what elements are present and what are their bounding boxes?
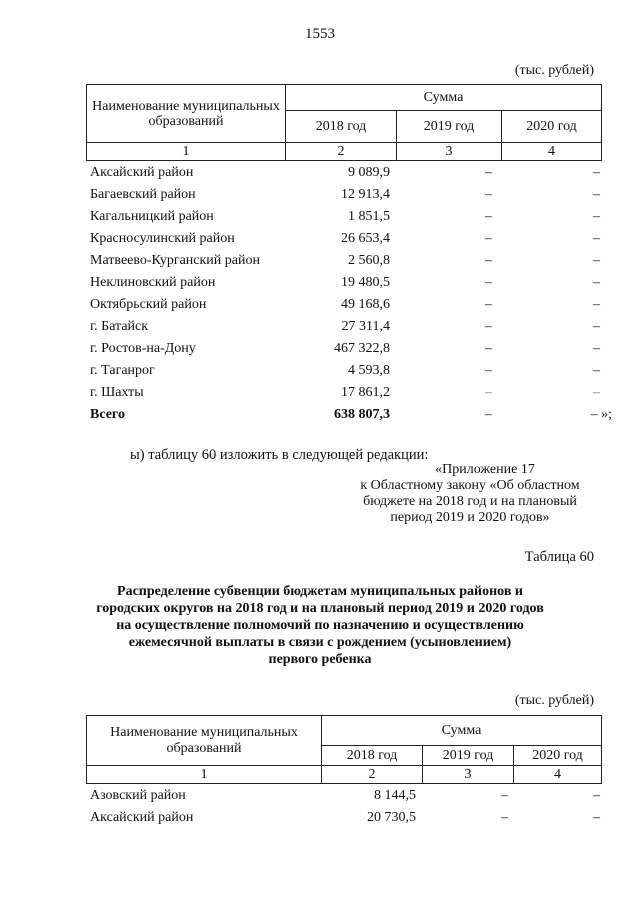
row-2020: – <box>593 165 600 180</box>
row-2019: – <box>485 341 492 356</box>
table2-colnum-2: 2 <box>322 766 423 784</box>
row-2018: 467 322,8 <box>334 341 390 356</box>
row-2019: – <box>485 209 492 224</box>
table-row <box>90 360 600 382</box>
row-2018: 2 560,8 <box>348 253 390 268</box>
row-2019: – <box>485 363 492 378</box>
row-name: Матвеево-Курганский район <box>90 253 260 268</box>
row-2020: – <box>593 231 600 246</box>
row-name: Кагальницкий район <box>90 209 214 224</box>
annex-line-4: период 2019 и 2020 годов» <box>390 510 550 525</box>
table1-header-2020: 2020 год <box>502 111 602 143</box>
table1-header-2018: 2018 год <box>286 111 397 143</box>
units-label: (тыс. рублей) <box>514 63 594 78</box>
row-name: г. Таганрог <box>90 363 155 378</box>
row-name: Аксайский район <box>90 810 194 825</box>
table2-colnum-4: 4 <box>514 766 602 784</box>
row-2019: – <box>485 319 492 334</box>
title-line-2: городских округов на 2018 год и на плановый период 2019 и 2020 годов <box>96 601 544 616</box>
table2-body <box>90 785 600 829</box>
row-2020: – <box>593 363 600 378</box>
row-2020: – <box>593 209 600 224</box>
total-name: Всего <box>90 407 125 422</box>
row-name: Красносулинский район <box>90 231 235 246</box>
amendment-text: ы) таблицу 60 изложить в следующей редакции: <box>130 447 429 463</box>
row-name: Багаевский район <box>90 187 196 202</box>
page-number: 1553 <box>305 26 335 42</box>
title-line-4: ежемесячной выплаты в связи с рождением (усыновлением) <box>128 635 512 650</box>
table-row <box>90 250 600 272</box>
table-row <box>90 382 600 404</box>
row-2019: – <box>485 231 492 246</box>
table2-header <box>86 715 602 784</box>
table-label: Таблица 60 <box>524 549 594 565</box>
row-name: Азовский район <box>90 788 186 803</box>
table-row <box>90 338 600 360</box>
row-2019: – <box>485 253 492 268</box>
total-2019: – <box>485 407 492 422</box>
row-2019: – <box>501 788 508 803</box>
table1-header-sum: Сумма <box>286 85 602 111</box>
annex-block <box>340 462 600 526</box>
annex-line-2: к Областному закону «Об областном <box>360 478 580 493</box>
row-2020: – <box>593 341 600 356</box>
row-2020: – <box>593 385 600 400</box>
row-2019: – <box>485 187 492 202</box>
table2-header-2018: 2018 год <box>322 746 423 766</box>
table1-colnum-4: 4 <box>502 143 602 161</box>
table2-header-name: Наименование муниципальных образований <box>87 716 322 766</box>
total-row <box>90 404 612 426</box>
row-2020: – <box>593 297 600 312</box>
total-2020: – »; <box>590 407 612 422</box>
title-line-5: первого ребенка <box>268 652 372 667</box>
total-2018: 638 807,3 <box>334 407 390 422</box>
row-2018: 12 913,4 <box>341 187 390 202</box>
row-2018: 17 861,2 <box>341 385 390 400</box>
table1-colnum-3: 3 <box>397 143 502 161</box>
title-line-1: Распределение субвенции бюджетам муниципальных районов и <box>117 584 523 599</box>
row-2020: – <box>593 319 600 334</box>
table-row <box>90 162 600 184</box>
row-2019: – <box>485 385 492 400</box>
row-2018: 26 653,4 <box>341 231 390 246</box>
row-2018: 27 311,4 <box>341 319 390 334</box>
table-row <box>90 228 600 250</box>
table1-header-2019: 2019 год <box>397 111 502 143</box>
table1-body <box>90 162 612 426</box>
table1-header-name: Наименование муниципальных образований <box>87 85 286 143</box>
row-2020: – <box>593 275 600 290</box>
row-name: Октябрьский район <box>90 297 207 312</box>
table-title <box>80 583 560 668</box>
table2-colnum-1: 1 <box>87 766 322 784</box>
row-2018: 4 593,8 <box>348 363 390 378</box>
table-row <box>90 206 600 228</box>
row-2019: – <box>485 165 492 180</box>
row-name: Неклиновский район <box>90 275 216 290</box>
row-name: г. Шахты <box>90 385 144 400</box>
row-2018: 20 730,5 <box>367 810 416 825</box>
row-2018: 19 480,5 <box>341 275 390 290</box>
row-2020: – <box>593 788 600 803</box>
table-row <box>90 272 600 294</box>
table-row <box>90 294 600 316</box>
table-row <box>90 785 600 807</box>
row-2019: – <box>485 297 492 312</box>
table1-header <box>86 84 602 161</box>
row-2018: 9 089,9 <box>348 165 390 180</box>
table-row <box>90 316 600 338</box>
table2-header-2020: 2020 год <box>514 746 602 766</box>
table1-colnum-1: 1 <box>87 143 286 161</box>
row-2018: 49 168,6 <box>341 297 390 312</box>
table2-header-2019: 2019 год <box>423 746 514 766</box>
table-row <box>90 184 600 206</box>
table2-colnum-3: 3 <box>423 766 514 784</box>
row-2019: – <box>485 275 492 290</box>
row-2020: – <box>593 187 600 202</box>
table2-header-sum: Сумма <box>322 716 602 746</box>
row-2018: 8 144,5 <box>374 788 416 803</box>
row-2020: – <box>593 810 600 825</box>
row-2018: 1 851,5 <box>348 209 390 224</box>
table-row <box>90 807 600 829</box>
units-label-2: (тыс. рублей) <box>514 693 594 708</box>
annex-line-3: бюджете на 2018 год и на плановый <box>363 494 577 509</box>
title-line-3: на осуществление полномочий по назначению и осуществлению <box>116 618 524 633</box>
row-name: г. Батайск <box>90 319 149 334</box>
row-name: Аксайский район <box>90 165 194 180</box>
annex-line-1: «Приложение 17 <box>435 462 535 477</box>
row-2019: – <box>501 810 508 825</box>
table1-colnum-2: 2 <box>286 143 397 161</box>
row-name: г. Ростов-на-Дону <box>90 341 196 356</box>
row-2020: – <box>593 253 600 268</box>
